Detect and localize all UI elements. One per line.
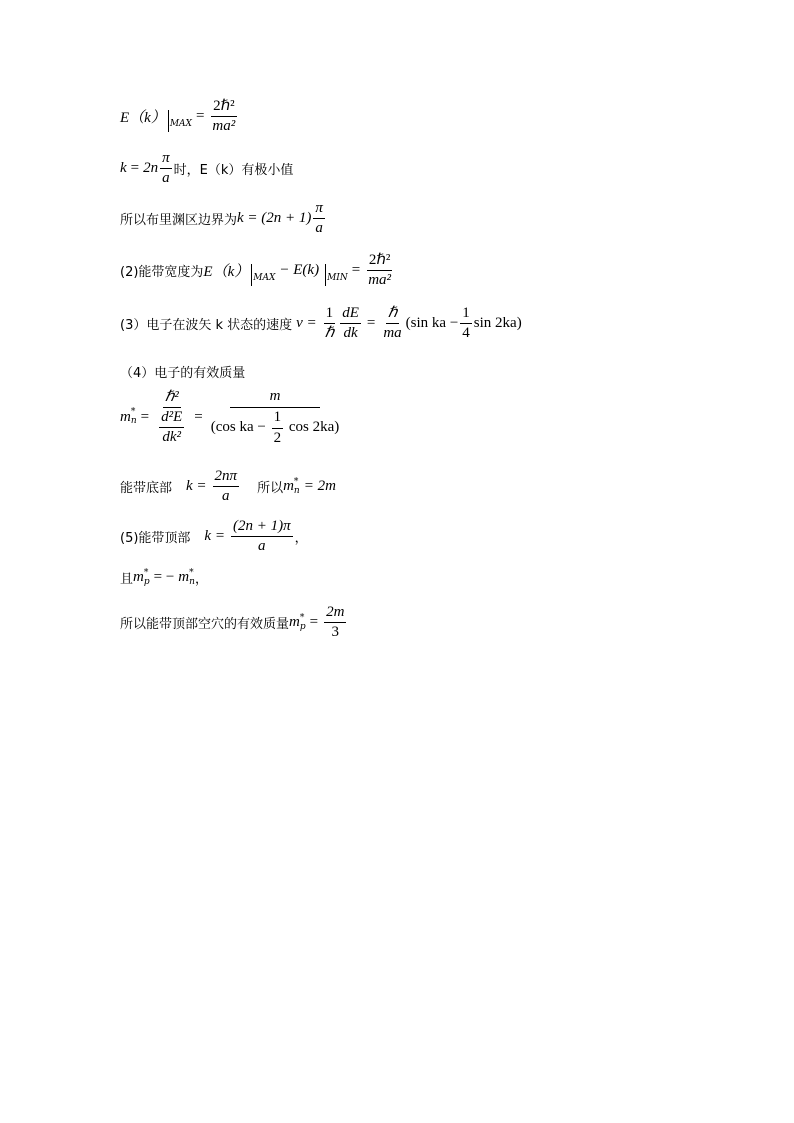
fraction-numerator: 2nπ [213,468,240,487]
two-n-pi-over-a-fraction [213,468,240,506]
brillouin-expr: k = (2n + 1) [237,210,312,227]
two-m-over-three-fraction [324,604,346,642]
n-subscript: n [189,576,195,587]
fraction-numerator: dE [340,305,361,324]
effective-mass-text: （4）电子的有效质量 [120,366,246,381]
m-symbol: m [289,614,300,631]
comma: ， [194,572,208,587]
equation-k-min [120,150,293,188]
star-superscript: * [130,407,136,418]
fraction-numerator: 2ℏ² [211,98,237,117]
fraction-numerator: 2ℏ² [367,252,393,271]
fraction-numerator: 1 [324,305,336,324]
equals-sign: = [140,408,150,425]
fraction-denominator: dk [343,325,358,342]
emax-e: E（k） [120,110,166,127]
m-symbol: m [178,569,190,585]
emax-fraction [210,98,237,136]
fraction-numerator: π [313,200,325,219]
hole-effective-mass-line [120,604,348,642]
equals-sign: = [194,408,203,425]
pi-over-a-fraction [160,150,172,188]
fraction-denominator: 4 [462,325,470,342]
fraction-denominator: ma² [368,272,392,289]
cos-expr-close: cos 2ka) [288,419,340,436]
pi-over-a-fraction [313,200,325,238]
m-over-cos-fraction [209,388,342,447]
one-quarter-fraction [460,305,472,343]
equation-emax [120,98,239,136]
star-superscript: * [293,476,299,487]
one-over-hbar-fraction [323,305,337,343]
hole-mass-text: 所以能带顶部空穴的有效质量 [120,617,290,633]
star-superscript: * [299,612,305,623]
evaluation-bar [168,110,169,132]
fraction-numerator: π [160,150,172,169]
k-prefix: 2n [143,160,159,177]
sin-expr-close: sin 2ka) [473,315,522,332]
min-subscript: MIN [327,272,348,283]
n-subscript: n [130,416,137,427]
effective-mass-equation [120,388,343,447]
emax-e: E（k） [203,264,250,281]
band-top-line [120,518,308,556]
band-width-text: (2)能带宽度为 [120,265,204,281]
k-symbol: k = [186,478,207,495]
hole-mass-relation [120,568,208,587]
n-subscript: n [293,485,300,496]
brillouin-text: 所以布里渊区边界为 [120,213,238,229]
second-derivative-fraction [159,409,184,447]
fraction-denominator: a [315,220,323,237]
p-subscript: p [143,576,150,587]
fraction-denominator: ℏ [324,325,335,342]
fraction-denominator: dk² [162,429,182,445]
therefore-text: 所以 [257,481,284,497]
m-symbol: m [283,478,294,495]
k-symbol: k = [204,528,225,545]
equals-sign: = [351,262,361,279]
max-subscript: MAX [253,272,276,283]
fraction-numerator: m [230,388,321,408]
fraction-denominator: a [258,538,266,555]
fraction-numerator: d²E [159,409,184,428]
sin-expr-open: (sin ka − [405,315,459,332]
fraction-numerator: 1 [272,409,284,428]
fraction-denominator: 3 [331,624,340,641]
emax-subscript: MAX [169,118,192,129]
evaluation-bar [325,264,326,286]
comma: ， [294,531,308,547]
band-bottom-text: 能带底部 [120,481,173,497]
fraction-numerator: 2m [324,604,346,623]
cos-expr-open: (cos ka − [210,419,266,436]
effective-mass-heading [120,362,245,381]
star-superscript: * [143,567,149,578]
fraction-denominator [155,408,188,447]
hbar-over-second-derivative [155,389,188,447]
fraction-numerator: ℏ² [163,389,181,408]
fraction-numerator: ℏ [386,305,400,324]
band-top-text: (5)能带顶部 [120,531,191,547]
equals-minus: = − [153,569,175,585]
fraction-denominator [209,408,342,447]
fraction-denominator: ma [383,325,402,342]
band-top-k-fraction [231,518,293,556]
one-half-fraction [272,409,284,447]
equals-sign: = [195,108,205,125]
m-symbol: m [120,408,131,425]
fraction-denominator: 2 [273,429,282,446]
band-width-line [120,252,395,290]
and-text: 且 [120,572,134,587]
band-width-fraction [366,252,393,290]
velocity-line [120,305,522,343]
brillouin-boundary-line [120,200,327,238]
fraction-denominator: a [162,170,170,187]
velocity-text: (3）电子在波矢 k 状态的速度 [120,318,293,334]
fraction-numerator: (2n + 1)π [231,518,293,537]
fraction-denominator: ma² [212,118,236,135]
m-symbol: m [133,569,144,585]
de-dk-fraction [340,305,361,343]
band-bottom-line [120,468,340,506]
min-value-text: 时，E（k）有极小值 [173,163,294,179]
equals-sign: = [366,315,376,332]
star-superscript: * [189,567,194,578]
p-subscript: p [299,621,306,632]
fraction-numerator: 1 [460,305,472,324]
mass-result: = 2m [303,478,336,495]
hbar-over-ma-fraction [381,305,403,343]
v-symbol: v = [296,315,317,332]
minus-emin: − E(k) [279,262,320,279]
fraction-denominator: a [222,488,230,505]
equals-sign: = [130,160,140,177]
k-symbol: k [120,160,127,177]
equals-sign: = [309,614,319,631]
